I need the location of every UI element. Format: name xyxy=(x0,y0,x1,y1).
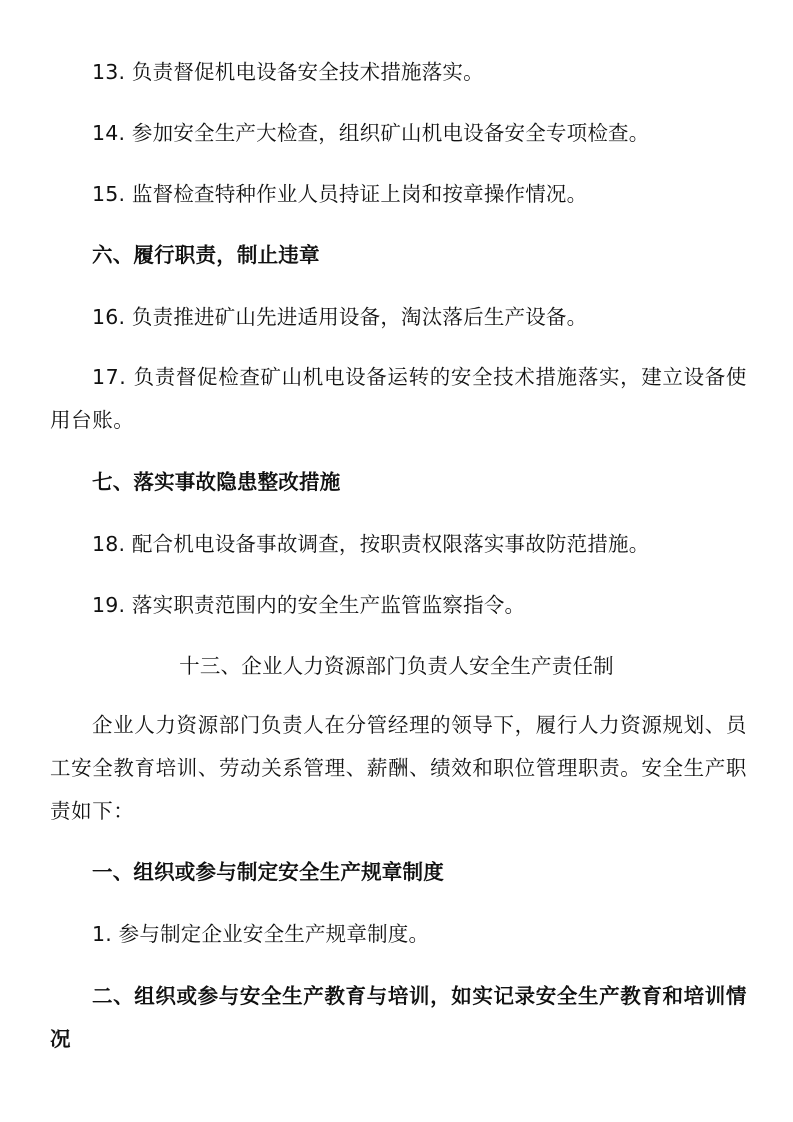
list-item: 15. 监督检查特种作业人员持证上岗和按章操作情况。 xyxy=(92,182,588,206)
list-item: 19. 落实职责范围内的安全生产监管监察指令。 xyxy=(92,593,526,617)
list-item: 1. 参与制定企业安全生产规章制度。 xyxy=(92,922,430,946)
section-heading: 六、履行职责，制止违章 xyxy=(92,243,320,267)
list-item: 16. 负责推进矿山先进适用设备，淘汰落后生产设备。 xyxy=(92,305,588,329)
section-heading: 一、组织或参与制定安全生产规章制度 xyxy=(92,860,444,884)
body-paragraph: 企业人力资源部门负责人在分管经理的领导下，履行人力资源规划、员工安全教育培训、劳动关系管理、薪酬、绩效和职位管理职责。安全生产职责如下： xyxy=(50,713,747,823)
list-item: 14. 参加安全生产大检查，组织矿山机电设备安全专项检查。 xyxy=(92,121,650,145)
list-item: 18. 配合机电设备事故调查，按职责权限落实事故防范措施。 xyxy=(92,532,650,556)
section-heading: 七、落实事故隐患整改措施 xyxy=(92,470,341,494)
chapter-title: 十三、企业人力资源部门负责人安全生产责任制 xyxy=(179,654,614,678)
list-item: 17. 负责督促检查矿山机电设备运转的安全技术措施落实，建立设备使用台账。 xyxy=(50,365,747,432)
list-item: 13. 负责督促机电设备安全技术措施落实。 xyxy=(92,60,484,84)
section-heading: 二、组织或参与安全生产教育与培训，如实记录安全生产教育和培训情况 xyxy=(50,984,747,1051)
